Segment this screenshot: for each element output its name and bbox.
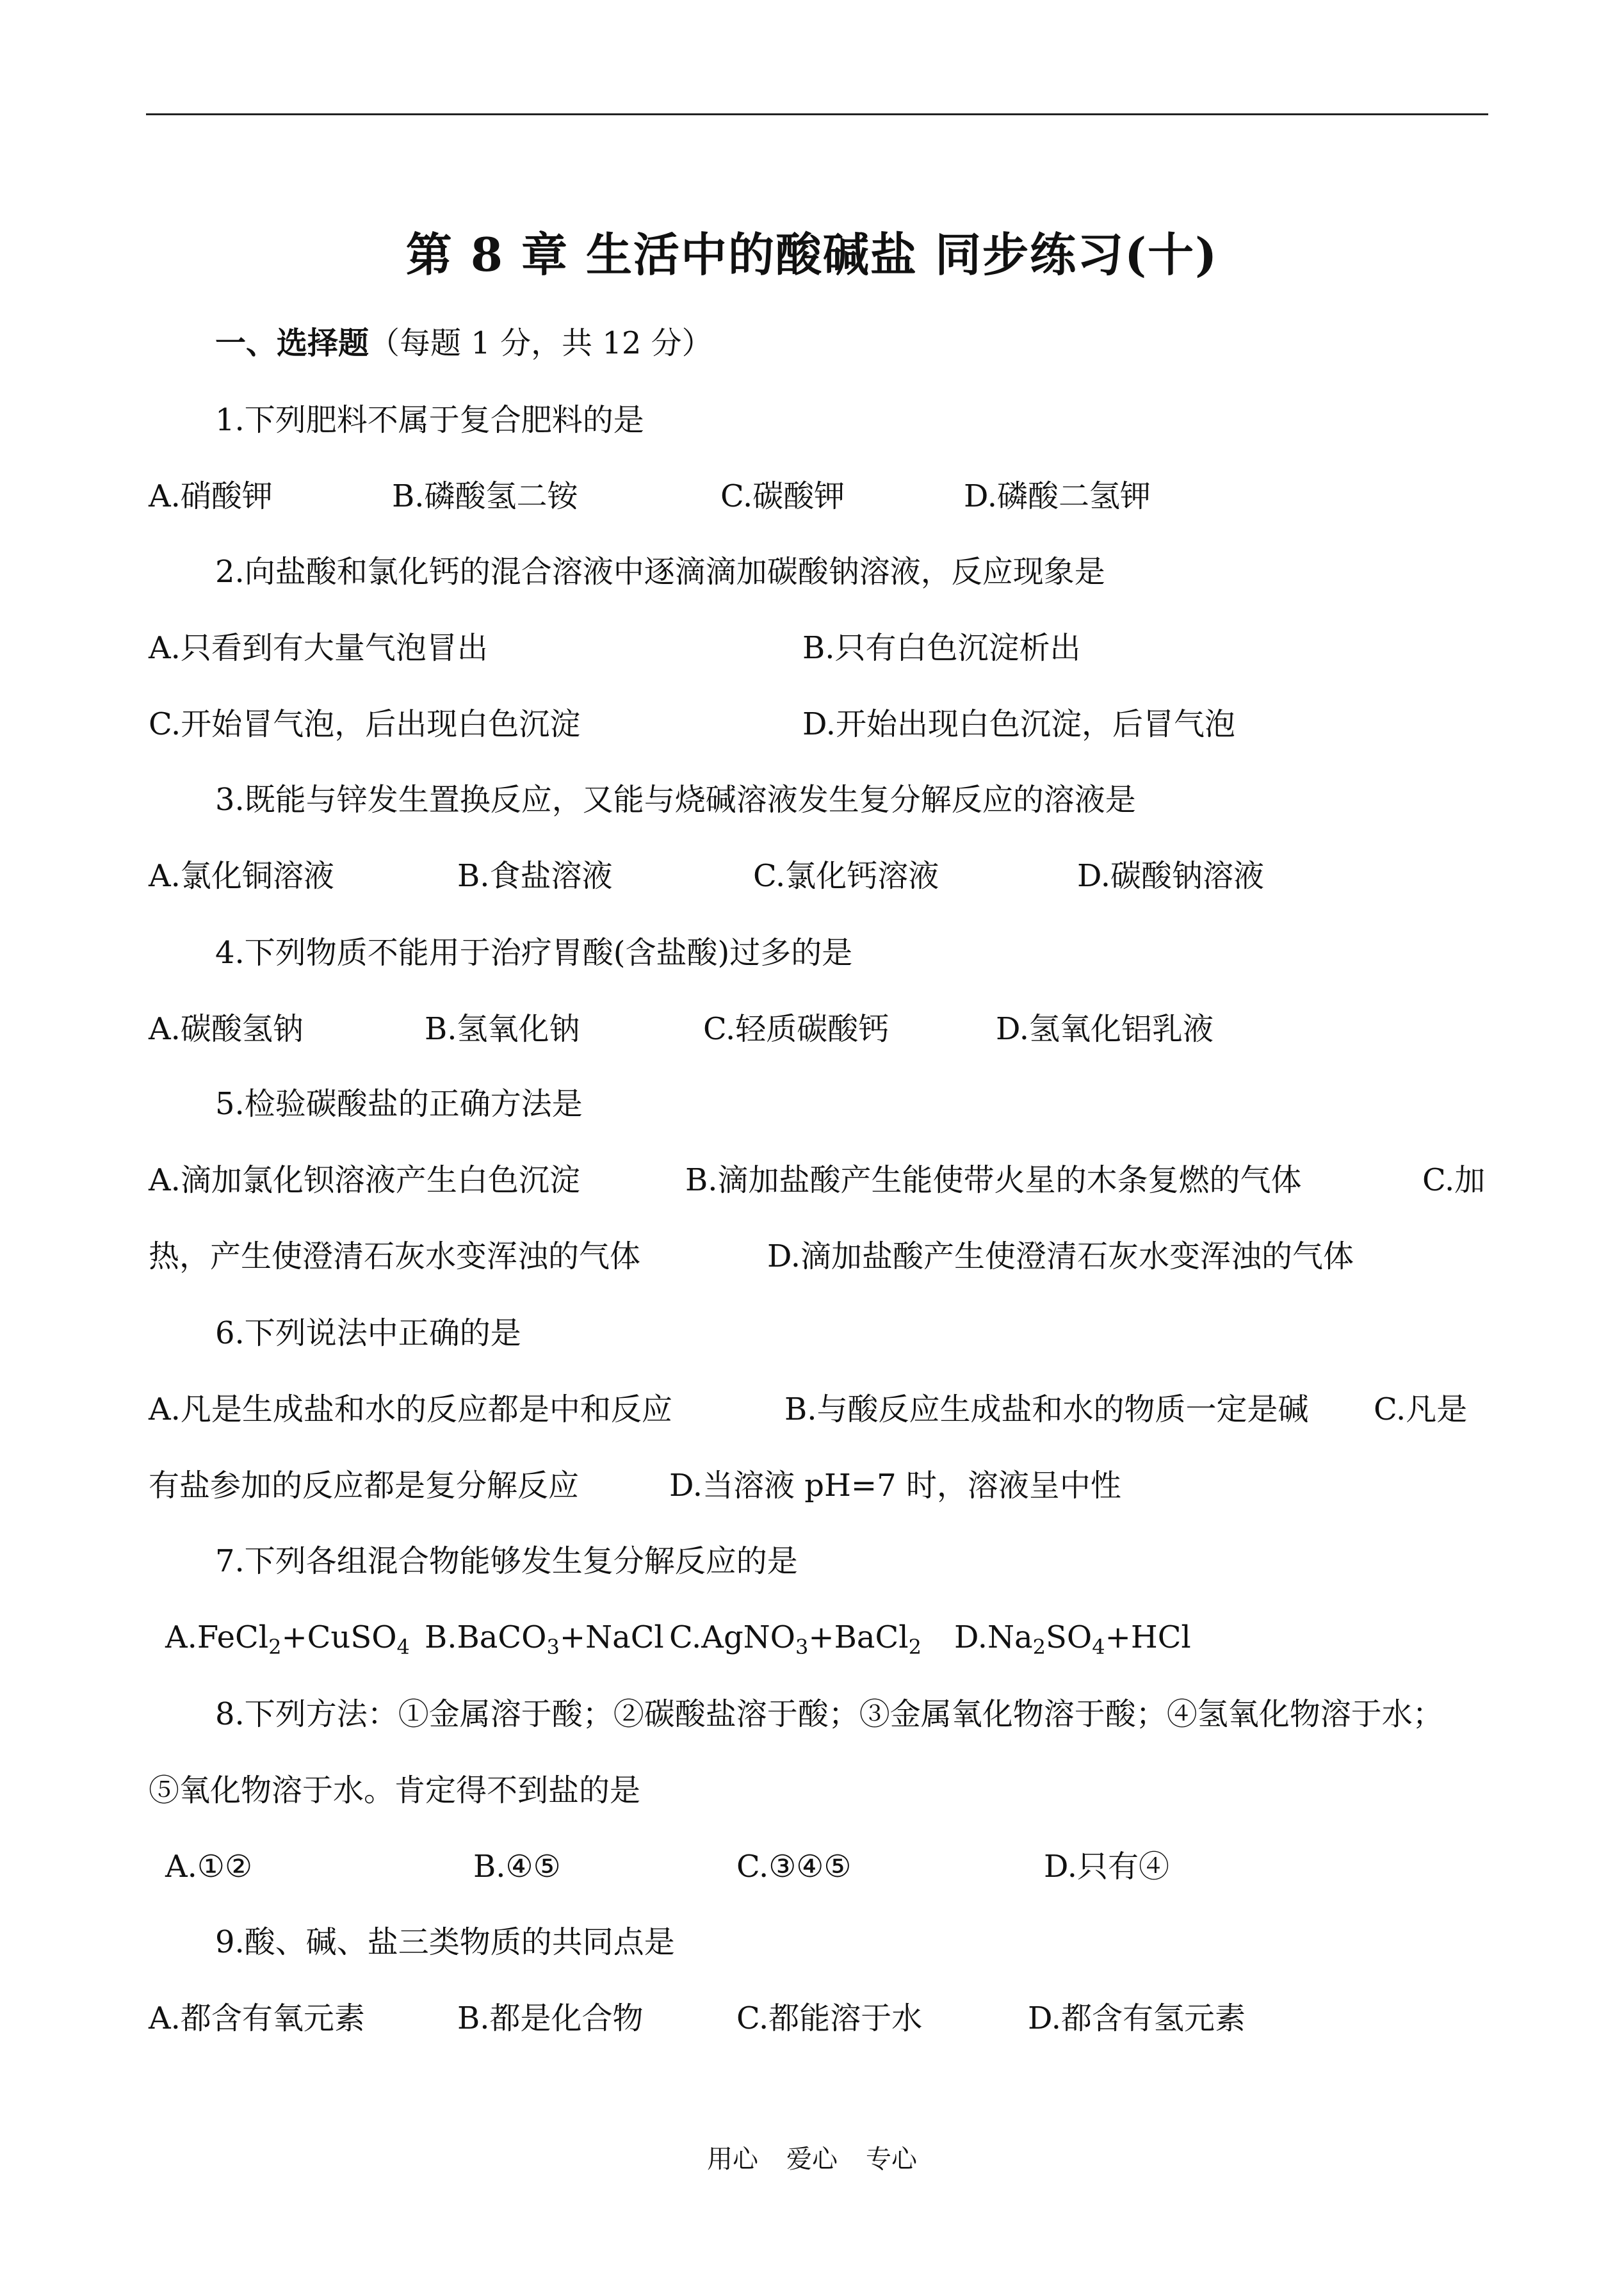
- q7-d-sub: 4: [1092, 1635, 1105, 1659]
- q6-option-c-cont: 有盐参加的反应都是复分解反应: [149, 1468, 580, 1504]
- question-2-stem: 2.向盐酸和氯化钙的混合溶液中逐滴滴加碳酸钠溶液，反应现象是: [215, 554, 1105, 590]
- question-6-stem: 6.下列说法中正确的是: [215, 1315, 521, 1351]
- footer-word: 用心: [707, 2145, 758, 2174]
- q7-a-part: +CuSO: [281, 1619, 397, 1655]
- q8-option-c: C.③④⑤: [736, 1849, 852, 1885]
- q1-option-a: A.硝酸钾: [149, 478, 273, 514]
- q7-c-sub: 3: [795, 1635, 809, 1659]
- q8-option-d: D.只有④: [1044, 1849, 1170, 1885]
- q9-option-b: B.都是化合物: [457, 2000, 644, 2036]
- q7-b-part: +NaCl: [559, 1619, 664, 1655]
- q7-d-part: D.Na: [954, 1619, 1033, 1655]
- q7-d-sub: 2: [1032, 1635, 1046, 1659]
- q4-option-d: D.氢氧化铝乳液: [996, 1011, 1214, 1047]
- q5-option-c-start: C.加: [1422, 1162, 1486, 1198]
- question-3-stem: 3.既能与锌发生置换反应，又能与烧碱溶液发生复分解反应的溶液是: [215, 782, 1136, 818]
- q5-option-d: D.滴加盐酸产生使澄清石灰水变浑浊的气体: [767, 1238, 1354, 1274]
- section-note: （每题 1 分，共 12 分）: [369, 325, 713, 361]
- q6-option-d: D.当溶液 pH=7 时，溶液呈中性: [669, 1468, 1121, 1504]
- q4-option-b: B.氢氧化钠: [425, 1011, 580, 1047]
- q5-option-a: A.滴加氯化钡溶液产生白色沉淀: [149, 1162, 580, 1198]
- q7-option-a: [165, 1617, 410, 1658]
- header-rule: [146, 113, 1488, 115]
- q3-option-d: D.碳酸钠溶液: [1077, 858, 1265, 894]
- q6-option-b: B.与酸反应生成盐和水的物质一定是碱: [784, 1391, 1309, 1427]
- q9-option-d: D.都含有氢元素: [1028, 2000, 1246, 2036]
- question-7-stem: 7.下列各组混合物能够发生复分解反应的是: [215, 1543, 798, 1579]
- question-1-stem: 1.下列肥料不属于复合肥料的是: [215, 402, 644, 438]
- q5-option-c-cont: 热，产生使澄清石灰水变浑浊的气体: [149, 1238, 641, 1274]
- q6-option-a: A.凡是生成盐和水的反应都是中和反应: [149, 1391, 672, 1427]
- question-9-stem: 9.酸、碱、盐三类物质的共同点是: [215, 1924, 675, 1960]
- q2-option-b: B.只有白色沉淀析出: [802, 630, 1081, 666]
- question-8-stem: 8.下列方法：①金属溶于酸；②碳酸盐溶于酸；③金属氧化物溶于酸；④氢氧化物溶于水；: [215, 1696, 1443, 1732]
- q7-c-part: C.AgNO: [669, 1619, 796, 1655]
- q1-option-c: C.碳酸钾: [720, 478, 845, 514]
- q7-option-d: [954, 1617, 1191, 1658]
- q3-option-a: A.氯化铜溶液: [149, 858, 334, 894]
- q6-option-c-start: C.凡是: [1374, 1391, 1468, 1427]
- question-5-stem: 5.检验碳酸盐的正确方法是: [215, 1086, 583, 1122]
- q2-option-a: A.只看到有大量气泡冒出: [149, 630, 488, 666]
- q2-option-c: C.开始冒气泡，后出现白色沉淀: [149, 706, 581, 742]
- q1-option-b: B.磷酸氢二铵: [392, 478, 578, 514]
- q9-option-a: A.都含有氧元素: [149, 2000, 365, 2036]
- q1-option-d: D.磷酸二氢钾: [964, 478, 1151, 514]
- q9-option-c: C.都能溶于水: [736, 2000, 923, 2036]
- q7-option-c: [669, 1617, 922, 1658]
- footer-word: 爱心: [786, 2145, 838, 2174]
- q7-c-sub: 2: [908, 1635, 922, 1659]
- q7-d-part: +HCl: [1105, 1619, 1191, 1655]
- section-heading: [215, 323, 713, 364]
- section-title: 一、选择题: [215, 325, 369, 361]
- q4-option-c: C.轻质碳酸钙: [703, 1011, 889, 1047]
- q7-a-sub: 4: [396, 1635, 410, 1659]
- q3-option-b: B.食盐溶液: [457, 858, 613, 894]
- question-8-stem-cont: ⑤氧化物溶于水。肯定得不到盐的是: [149, 1772, 641, 1808]
- q8-option-a: A.①②: [165, 1849, 252, 1885]
- q3-option-c: C.氯化钙溶液: [753, 858, 939, 894]
- q7-d-part: SO: [1046, 1619, 1092, 1655]
- q8-option-b: B.④⑤: [473, 1849, 561, 1885]
- q7-option-b: [425, 1617, 664, 1658]
- q7-b-part: B.BaCO: [425, 1619, 547, 1655]
- q7-a-sub: 2: [268, 1635, 282, 1659]
- footer-word: 专心: [866, 2145, 917, 2174]
- page-title: 第 8 章 生活中的酸碱盐 同步练习(十): [405, 227, 1219, 282]
- q5-option-b: B.滴加盐酸产生能使带火星的木条复燃的气体: [685, 1162, 1302, 1198]
- page-footer: [0, 2141, 1624, 2177]
- question-4-stem: 4.下列物质不能用于治疗胃酸(含盐酸)过多的是: [215, 935, 853, 971]
- q7-a-part: A.FeCl: [165, 1619, 269, 1655]
- q7-c-part: +BaCl: [808, 1619, 909, 1655]
- q7-b-sub: 3: [546, 1635, 560, 1659]
- q4-option-a: A.碳酸氢钠: [149, 1011, 304, 1047]
- q2-option-d: D.开始出现白色沉淀，后冒气泡: [802, 706, 1236, 742]
